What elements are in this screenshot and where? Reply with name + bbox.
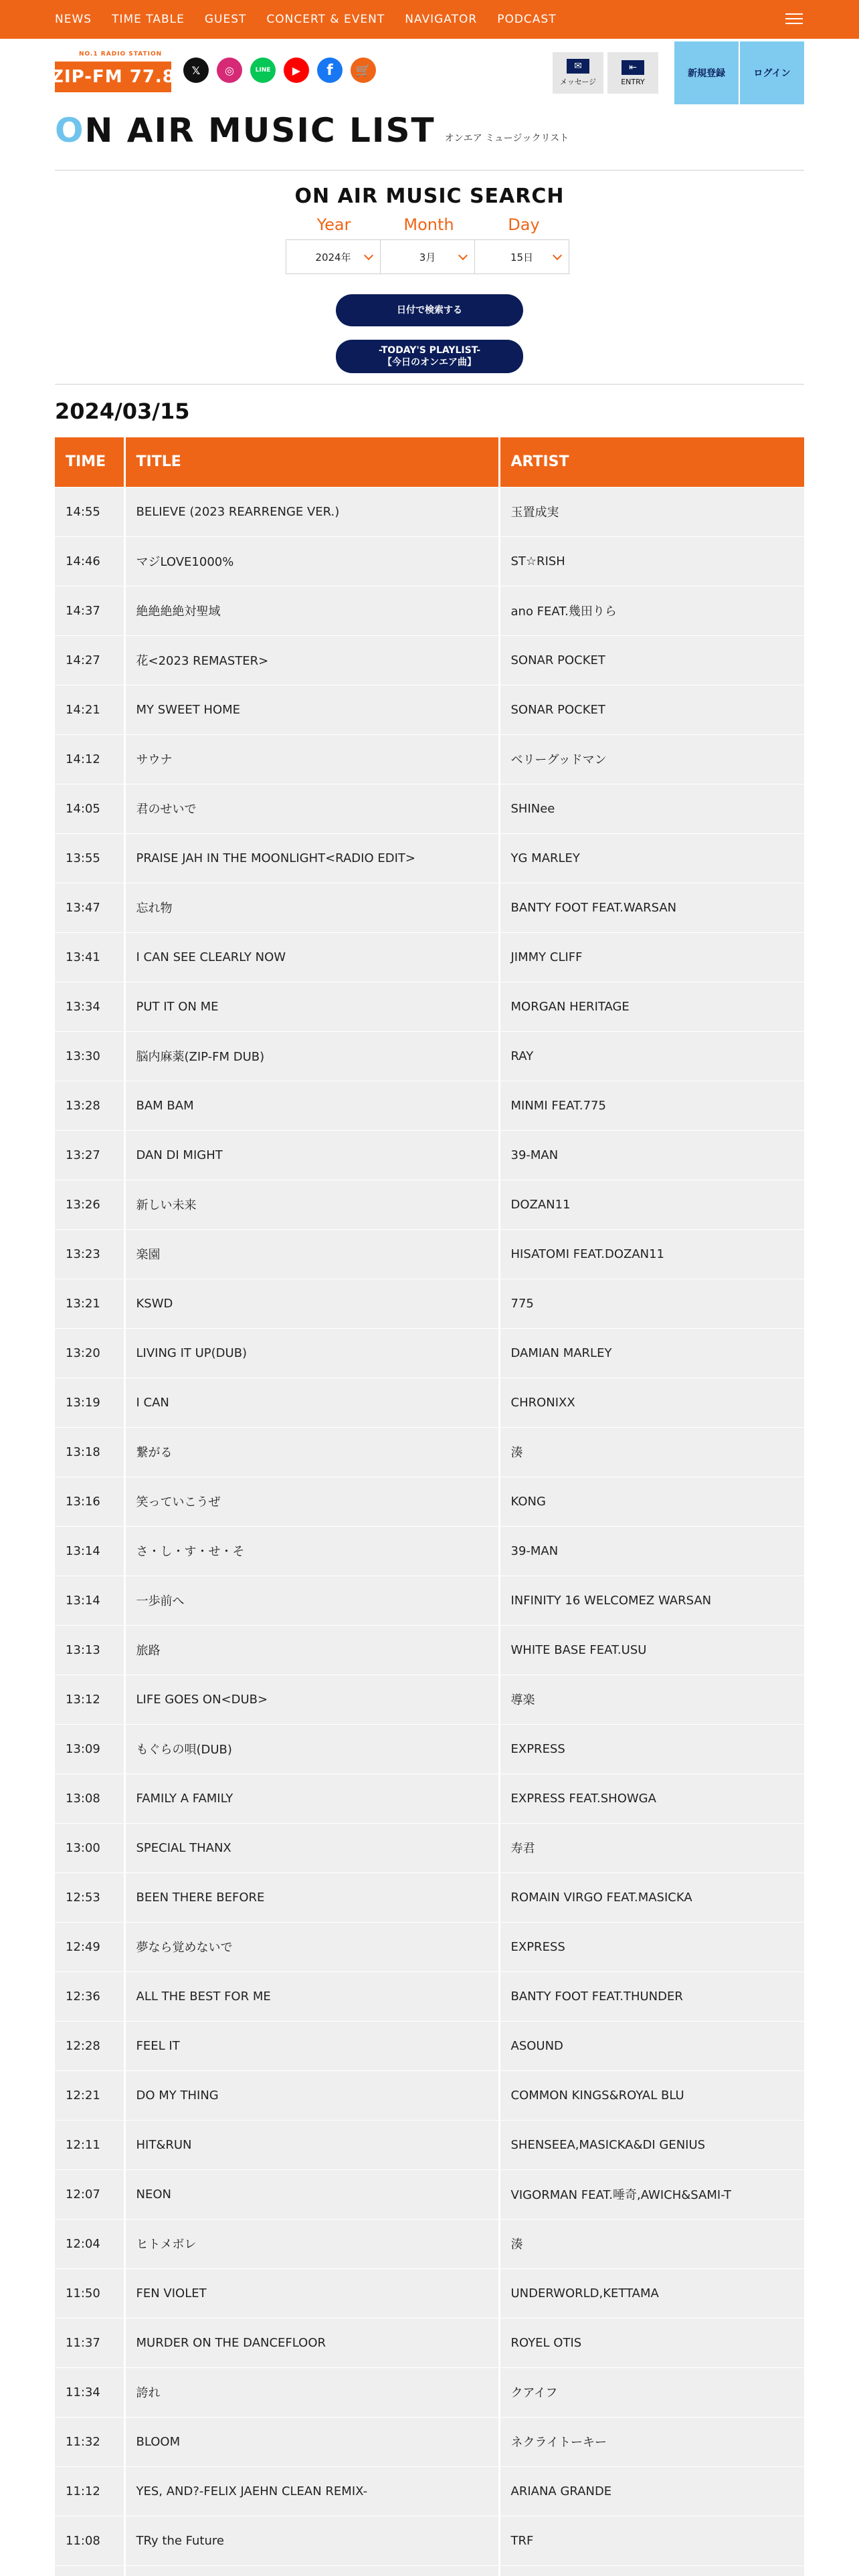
- cell-time: 14:21: [55, 685, 124, 734]
- table-row: [55, 1477, 804, 1526]
- playlist-table: [55, 437, 804, 2576]
- chevron-down-icon: [553, 251, 562, 260]
- table-row: [55, 1774, 804, 1823]
- table-row: [55, 1180, 804, 1229]
- todays-playlist-button[interactable]: -TODAY'S PLAYLIST- 【今日のオンエア曲】: [336, 340, 523, 373]
- nav-podcast[interactable]: PODCAST: [497, 13, 557, 26]
- cell-time: 13:41: [55, 932, 124, 982]
- cell-time: 13:47: [55, 883, 124, 932]
- cell-title: I CAN SEE CLEARLY NOW: [124, 932, 499, 982]
- table-row: [55, 1526, 804, 1576]
- table-row: [55, 833, 804, 883]
- cell-time: 14:37: [55, 586, 124, 635]
- cell-time: 12:11: [55, 2120, 124, 2169]
- cell-artist: EXPRESS FEAT.SHOWGA: [499, 1774, 804, 1823]
- cell-artist: ROYEL OTIS: [499, 2318, 804, 2367]
- cell-time: 13:19: [55, 1378, 124, 1427]
- nav-concert-event[interactable]: CONCERT & EVENT: [266, 13, 385, 26]
- table-row: [55, 784, 804, 833]
- cell-title: BELIEVE (2023 REARRENGE VER.): [124, 487, 499, 536]
- cell-title: BEEN THERE BEFORE: [124, 1872, 499, 1922]
- page-subtitle: オンエア ミュージックリスト: [444, 133, 569, 144]
- cell-artist: DOZAN11: [499, 1180, 804, 1229]
- register-button[interactable]: 新規登録: [674, 41, 739, 104]
- youtube-icon[interactable]: ▶: [284, 58, 309, 83]
- year-select[interactable]: 2024年: [286, 239, 381, 274]
- cell-artist: EXPRESS: [499, 1922, 804, 1971]
- cell-artist: ano FEAT.幾田りら: [499, 586, 804, 635]
- line-icon[interactable]: LINE: [250, 58, 276, 83]
- cell-artist: ネクライトーキー: [499, 2417, 804, 2466]
- cell-artist: ベリーグッドマン: [499, 734, 804, 784]
- table-row: [55, 2021, 804, 2070]
- cell-time: 12:49: [55, 1922, 124, 1971]
- cell-title: 忘れ物: [124, 883, 499, 932]
- cell-title: マジLOVE1000%: [124, 536, 499, 586]
- cell-title: LIFE GOES ON<DUB>: [124, 1675, 499, 1724]
- cell-time: 11:12: [55, 2466, 124, 2516]
- table-header-row: [55, 437, 804, 487]
- cell-time: 13:20: [55, 1328, 124, 1378]
- month-select[interactable]: 3月: [380, 239, 475, 274]
- cell-title: 繋がる: [124, 1427, 499, 1477]
- cell-title: 旅路: [124, 1625, 499, 1675]
- nav-time-table[interactable]: TIME TABLE: [112, 13, 185, 26]
- cell-time: 13:16: [55, 1477, 124, 1526]
- cell-artist: ROMAIN VIRGO FEAT.MASICKA: [499, 1872, 804, 1922]
- header-title: TITLE: [124, 437, 499, 487]
- table-row: [55, 1675, 804, 1724]
- table-row: [55, 1031, 804, 1081]
- cell-artist: ARIANA GRANDE: [499, 2466, 804, 2516]
- search-by-date-button[interactable]: 日付で検索する: [336, 294, 523, 326]
- cell-title: SPECIAL THANX: [124, 1823, 499, 1872]
- cell-title: NEON: [124, 2169, 499, 2219]
- table-row: [55, 635, 804, 685]
- cell-title: TRy the Future: [124, 2516, 499, 2565]
- divider: [55, 384, 804, 385]
- cell-time: 13:21: [55, 1279, 124, 1328]
- table-row: [55, 1328, 804, 1378]
- cell-time: 12:04: [55, 2219, 124, 2268]
- cell-time: 14:12: [55, 734, 124, 784]
- message-label: メッセージ: [559, 78, 597, 86]
- table-row: [55, 2565, 804, 2576]
- cell-title: I CAN: [124, 1378, 499, 1427]
- table-row: [55, 2070, 804, 2120]
- cell-artist: ST☆RISH: [499, 536, 804, 586]
- cell-title: 夢なら覚めないで: [124, 1922, 499, 1971]
- table-row: [55, 2466, 804, 2516]
- table-row: [55, 1922, 804, 1971]
- cell-artist: KONG: [499, 1477, 804, 1526]
- cell-title: 花<2023 REMASTER>: [124, 635, 499, 685]
- month-label: Month: [403, 215, 454, 234]
- cell-time: 13:09: [55, 1724, 124, 1774]
- site-logo[interactable]: [51, 51, 175, 92]
- cart-icon[interactable]: 🛒: [351, 58, 376, 83]
- entry-icon: ⇤: [622, 60, 644, 75]
- cell-artist: SHENSEEA,MASICKA&DI GENIUS: [499, 2120, 804, 2169]
- cell-time: 14:05: [55, 784, 124, 833]
- table-row: [55, 932, 804, 982]
- chevron-down-icon: [364, 251, 373, 260]
- cell-artist: 湊: [499, 1427, 804, 1477]
- message-button[interactable]: [553, 52, 603, 94]
- cell-title: BAM BAM: [124, 1081, 499, 1130]
- cell-artist: UNDERWORLD,KETTAMA: [499, 2268, 804, 2318]
- logo-tagline: NO.1 RADIO STATION: [79, 51, 163, 58]
- cell-title: LIVING IT UP(DUB): [124, 1328, 499, 1378]
- header-artist: ARTIST: [499, 437, 804, 487]
- date-selects: [286, 239, 571, 274]
- cell-time: 12:28: [55, 2021, 124, 2070]
- cell-title: 一歩前へ: [124, 1576, 499, 1625]
- table-row: [55, 2318, 804, 2367]
- entry-label: ENTRY: [621, 77, 645, 86]
- title-first-letter: O: [55, 111, 85, 150]
- cell-time: 13:14: [55, 1526, 124, 1576]
- cell-artist: CHRONIXX: [499, 1378, 804, 1427]
- cell-title: サウナ: [124, 734, 499, 784]
- cell-artist: HISATOMI FEAT.DOZAN11: [499, 1229, 804, 1279]
- cell-artist: 玉置成実: [499, 487, 804, 536]
- nav-guest[interactable]: GUEST: [204, 13, 247, 26]
- table-row: [55, 2417, 804, 2466]
- table-row: [55, 2268, 804, 2318]
- table-row: [55, 2169, 804, 2219]
- table-row: [55, 1576, 804, 1625]
- table-row: [55, 1823, 804, 1872]
- cell-artist: MORGAN HERITAGE: [499, 982, 804, 1031]
- facebook-icon[interactable]: f: [317, 58, 343, 83]
- cell-artist: SONAR POCKET: [499, 685, 804, 734]
- cell-time: 13:18: [55, 1427, 124, 1477]
- logo-wordmark: ZIP-FM 77.8: [55, 62, 171, 92]
- table-row: [55, 2219, 804, 2268]
- day-select[interactable]: 15日: [474, 239, 569, 274]
- search-labels: [286, 215, 571, 234]
- cell-time: 13:14: [55, 1576, 124, 1625]
- cell-title: PRAISE JAH IN THE MOONLIGHT<RADIO EDIT>: [124, 833, 499, 883]
- cell-artist: BANTY FOOT FEAT.THUNDER: [499, 1971, 804, 2021]
- cell-title: DAN DI MIGHT: [124, 1130, 499, 1180]
- cell-artist: EXPRESS: [499, 1724, 804, 1774]
- instagram-icon[interactable]: ◎: [217, 58, 242, 83]
- cell-title: HIT&RUN: [124, 2120, 499, 2169]
- cell-artist: TRF: [499, 2516, 804, 2565]
- cell-artist: 775: [499, 1279, 804, 1328]
- cell-title: MY SWEET HOME: [124, 685, 499, 734]
- cell-artist: SHINee: [499, 784, 804, 833]
- cell-artist: クアイフ: [499, 2367, 804, 2417]
- table-row: [55, 1625, 804, 1675]
- cell-artist: WHITE BASE FEAT.USU: [499, 1625, 804, 1675]
- cell-title: BLOOM: [124, 2417, 499, 2466]
- cell-title: KSWD: [124, 1279, 499, 1328]
- cell-title: PUT IT ON ME: [124, 982, 499, 1031]
- cell-title: 誇れ: [124, 2367, 499, 2417]
- cell-title: 新しい未来: [124, 1180, 499, 1229]
- cell-artist: 湊: [499, 2219, 804, 2268]
- cell-time: 13:08: [55, 1774, 124, 1823]
- table-row: [55, 1378, 804, 1427]
- page-title: [55, 107, 569, 150]
- cell-time: 13:34: [55, 982, 124, 1031]
- cell-artist: JIMMY CLIFF: [499, 932, 804, 982]
- cell-title: FEEL IT: [124, 2021, 499, 2070]
- table-row: [55, 685, 804, 734]
- nav-navigator[interactable]: NAVIGATOR: [405, 13, 478, 26]
- cell-title: DO MY THING: [124, 2070, 499, 2120]
- cell-time: 13:12: [55, 1675, 124, 1724]
- date-heading: 2024/03/15: [55, 399, 190, 424]
- cell-time: 13:27: [55, 1130, 124, 1180]
- nav-news[interactable]: NEWS: [55, 13, 92, 26]
- cell-artist: 39-MAN: [499, 1526, 804, 1576]
- cell-artist: 導楽: [499, 1675, 804, 1724]
- login-button[interactable]: ログイン: [740, 41, 804, 104]
- table-row: [55, 883, 804, 932]
- search-heading: ON AIR MUSIC SEARCH: [294, 185, 565, 208]
- cell-time: 14:55: [55, 487, 124, 536]
- cell-artist: VIGORMAN FEAT.唾奇,AWICH&SAMI-T: [499, 2169, 804, 2219]
- cell-time: 13:30: [55, 1031, 124, 1081]
- cell-title: もぐらの唄(DUB): [124, 1724, 499, 1774]
- cell-title: ヒトメボレ: [124, 2219, 499, 2268]
- day-label: Day: [508, 215, 540, 234]
- cell-title: [124, 2565, 499, 2576]
- cell-title: さ・し・す・せ・そ: [124, 1526, 499, 1576]
- social-links: [183, 58, 376, 83]
- cell-artist: SONAR POCKET: [499, 635, 804, 685]
- cell-time: 14:27: [55, 635, 124, 685]
- table-row: [55, 1427, 804, 1477]
- cell-time: 13:55: [55, 833, 124, 883]
- cell-time: 11:50: [55, 2268, 124, 2318]
- cell-time: 12:53: [55, 1872, 124, 1922]
- cell-title: 君のせいで: [124, 784, 499, 833]
- cell-time: 12:36: [55, 1971, 124, 2021]
- table-row: [55, 1971, 804, 2021]
- year-label: Year: [316, 215, 351, 234]
- table-row: [55, 2516, 804, 2565]
- envelope-icon: ✉: [567, 59, 589, 74]
- cell-time: 13:13: [55, 1625, 124, 1675]
- cell-time: 11:37: [55, 2318, 124, 2367]
- cell-artist: MINMI FEAT.775: [499, 1081, 804, 1130]
- table-row: [55, 1130, 804, 1180]
- table-row: [55, 1872, 804, 1922]
- cell-artist: ASOUND: [499, 2021, 804, 2070]
- cell-artist: BANTY FOOT FEAT.WARSAN: [499, 883, 804, 932]
- cell-artist: YG MARLEY: [499, 833, 804, 883]
- cell-time: 14:46: [55, 536, 124, 586]
- cell-artist: [499, 2565, 804, 2576]
- cell-artist: DAMIAN MARLEY: [499, 1328, 804, 1378]
- cell-time: 13:26: [55, 1180, 124, 1229]
- top-nav-bar: [0, 0, 859, 39]
- entry-button[interactable]: [607, 52, 658, 94]
- title-rest: N AIR MUSIC LIST: [84, 111, 436, 150]
- header-time: TIME: [55, 437, 124, 487]
- table-row: [55, 536, 804, 586]
- table-row: [55, 1229, 804, 1279]
- cell-title: MURDER ON THE DANCEFLOOR: [124, 2318, 499, 2367]
- table-row: [55, 1081, 804, 1130]
- cell-title: 脳内麻薬(ZIP-FM DUB): [124, 1031, 499, 1081]
- cell-time: 13:00: [55, 1823, 124, 1872]
- cell-artist: 39-MAN: [499, 1130, 804, 1180]
- cell-time: 11:08: [55, 2516, 124, 2565]
- divider: [55, 170, 804, 171]
- x-icon[interactable]: 𝕏: [183, 58, 209, 83]
- table-row: [55, 1279, 804, 1328]
- cell-artist: RAY: [499, 1031, 804, 1081]
- nav-links: [55, 0, 557, 39]
- table-row: [55, 2367, 804, 2417]
- cell-time: 12:07: [55, 2169, 124, 2219]
- table-row: [55, 2120, 804, 2169]
- cell-title: 笑っていこうぜ: [124, 1477, 499, 1526]
- cell-title: 絶絶絶絶対聖域: [124, 586, 499, 635]
- chevron-down-icon: [458, 251, 468, 260]
- cell-time: 13:23: [55, 1229, 124, 1279]
- cell-time: [55, 2565, 124, 2576]
- cell-title: 楽園: [124, 1229, 499, 1279]
- table-row: [55, 586, 804, 635]
- cell-artist: COMMON KINGS&ROYAL BLU: [499, 2070, 804, 2120]
- cell-title: FEN VIOLET: [124, 2268, 499, 2318]
- cell-time: 11:34: [55, 2367, 124, 2417]
- cell-time: 12:21: [55, 2070, 124, 2120]
- cell-title: ALL THE BEST FOR ME: [124, 1971, 499, 2021]
- table-row: [55, 1724, 804, 1774]
- table-row: [55, 734, 804, 784]
- cell-time: 11:32: [55, 2417, 124, 2466]
- table-row: [55, 982, 804, 1031]
- cell-artist: INFINITY 16 WELCOMEZ WARSAN: [499, 1576, 804, 1625]
- cell-time: 13:28: [55, 1081, 124, 1130]
- cell-artist: 寿君: [499, 1823, 804, 1872]
- cell-title: FAMILY A FAMILY: [124, 1774, 499, 1823]
- table-row: [55, 487, 804, 536]
- cell-title: YES, AND?-FELIX JAEHN CLEAN REMIX-: [124, 2466, 499, 2516]
- hamburger-menu-icon[interactable]: [785, 13, 803, 25]
